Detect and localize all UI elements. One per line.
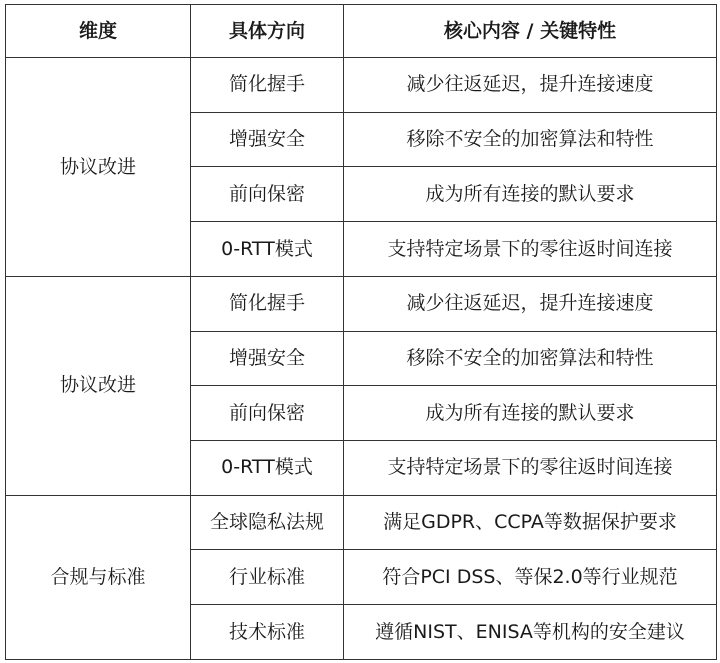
content-cell: 满足GDPR、CCPA等数据保护要求 [344, 495, 717, 550]
content-cell: 减少往返延迟，提升连接速度 [344, 276, 717, 331]
direction-cell: 前向保密 [191, 386, 344, 441]
content-cell: 成为所有连接的默认要求 [344, 386, 717, 441]
dimension-cell: 合规与标准 [6, 495, 191, 659]
header-content: 核心内容 / 关键特性 [344, 5, 717, 58]
content-cell: 移除不安全的加密算法和特性 [344, 112, 717, 167]
direction-cell: 0-RTT模式 [191, 222, 344, 277]
comparison-table [5, 4, 717, 660]
content-cell: 遵循NIST、ENISA等机构的安全建议 [344, 605, 717, 660]
direction-cell: 增强安全 [191, 331, 344, 386]
content-cell: 减少往返延迟，提升连接速度 [344, 58, 717, 113]
table-row [6, 495, 717, 550]
direction-cell: 简化握手 [191, 276, 344, 331]
table-row [6, 276, 717, 331]
content-cell: 支持特定场景下的零往返时间连接 [344, 441, 717, 496]
direction-cell: 前向保密 [191, 167, 344, 222]
table-row [6, 58, 717, 113]
content-cell: 成为所有连接的默认要求 [344, 167, 717, 222]
header-dimension: 维度 [6, 5, 191, 58]
dimension-cell: 协议改进 [6, 58, 191, 277]
content-cell: 支持特定场景下的零往返时间连接 [344, 222, 717, 277]
content-cell: 移除不安全的加密算法和特性 [344, 331, 717, 386]
direction-cell: 全球隐私法规 [191, 495, 344, 550]
header-row [6, 5, 717, 58]
content-cell: 符合PCI DSS、等保2.0等行业规范 [344, 550, 717, 605]
direction-cell: 增强安全 [191, 112, 344, 167]
direction-cell: 技术标准 [191, 605, 344, 660]
dimension-cell: 协议改进 [6, 276, 191, 495]
header-direction: 具体方向 [191, 5, 344, 58]
direction-cell: 简化握手 [191, 58, 344, 113]
direction-cell: 0-RTT模式 [191, 441, 344, 496]
direction-cell: 行业标准 [191, 550, 344, 605]
